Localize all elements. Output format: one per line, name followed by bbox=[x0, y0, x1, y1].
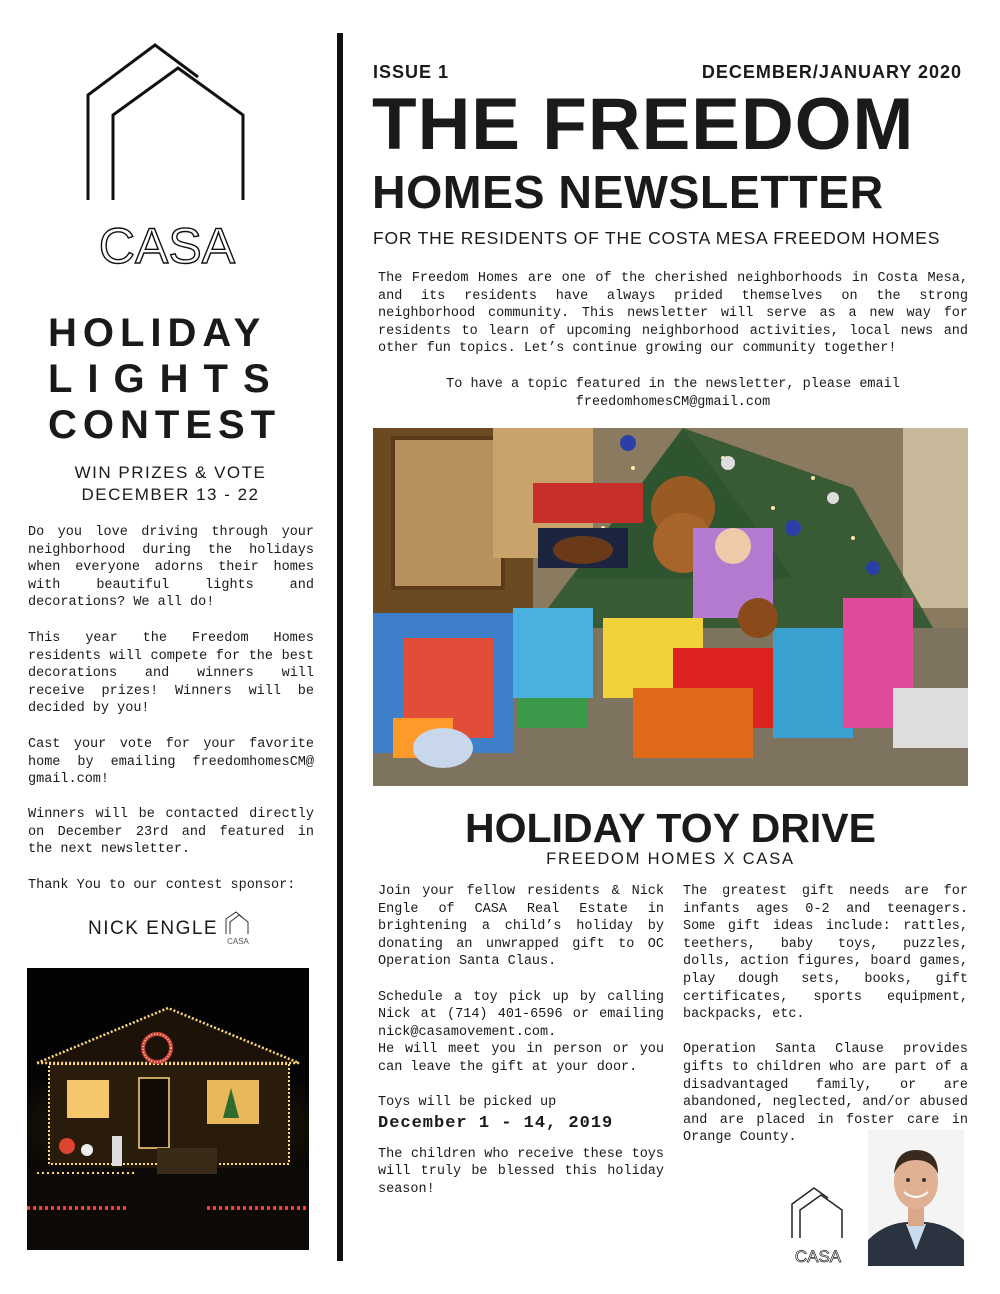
contest-title-line: HOLIDAY bbox=[48, 311, 267, 355]
contest-paragraph: Thank You to our contest sponsor: bbox=[28, 878, 296, 893]
toy-drive-subtitle: FREEDOM HOMES X CASA bbox=[546, 850, 795, 868]
newsletter-title-line2: HOMES NEWSLETTER bbox=[372, 166, 884, 218]
contest-subtitle-line: DECEMBER 13 - 22 bbox=[81, 485, 260, 504]
contest-title-line: LIGHTS bbox=[48, 357, 285, 401]
toy-drive-paragraph: Schedule a toy pick up by calling Nick at (714) 401-6596 or emailing nick@casamovement.com. bbox=[378, 989, 664, 1040]
casa-logo bbox=[80, 40, 255, 270]
contact-line: To have a topic featured in the newsletter, please email bbox=[446, 377, 900, 392]
contest-title bbox=[48, 310, 288, 448]
nick-engle-portrait bbox=[868, 1130, 964, 1266]
intro-paragraph: The Freedom Homes are one of the cherished neighborhoods in Costa Mesa, and its residents have always prided themselves on the strong neighborhood community. This newsletter will serve as a new way for residents to learn of upcoming neighborhood activities, local news and other fun topics. Let’s continue growing our community together! bbox=[378, 271, 968, 357]
lit-house-photo bbox=[27, 968, 309, 1250]
toy-drive-column-2 bbox=[683, 883, 968, 1147]
contest-subtitle bbox=[28, 462, 313, 506]
issue-number: ISSUE 1 bbox=[373, 62, 450, 82]
contact-note bbox=[378, 376, 968, 411]
column-divider bbox=[337, 33, 343, 1261]
contest-paragraph: Winners will be contacted directly on December 23rd and featured in the next newsletter. bbox=[28, 807, 314, 858]
sponsor-name: NICK ENGLE bbox=[88, 918, 219, 939]
toy-drive-title: HOLIDAY TOY DRIVE bbox=[465, 805, 876, 851]
contest-paragraph: Cast your vote for your favorite home by emailing freedomhomesCM@ gmail.com! bbox=[28, 737, 314, 788]
newsletter-title-line1: THE FREEDOM bbox=[372, 84, 915, 165]
toy-drive-paragraph: Join your fellow residents & Nick Engle of CASA Real Estate in brightening a child’s holiday by donating an unwrapped gift to OC Operation Santa Claus. bbox=[378, 884, 664, 970]
contest-paragraph: Do you love driving through your neighborhood during the holidays when everyone adorns their homes with beautiful lights and decorations? We all do! bbox=[28, 525, 314, 611]
pickup-label: Toys will be picked up bbox=[378, 1095, 557, 1111]
contest-subtitle-line: WIN PRIZES & VOTE bbox=[74, 463, 267, 482]
donated-toys-photo bbox=[373, 428, 968, 786]
toy-drive-paragraph: The children who receive these toys will truly be blessed this holiday season! bbox=[378, 1146, 664, 1197]
issue-date: DECEMBER/JANUARY 2020 bbox=[701, 62, 962, 82]
toy-drive-column-1 bbox=[378, 883, 664, 1199]
sponsor-casa-logo bbox=[224, 910, 252, 946]
newsletter-tagline: FOR THE RESIDENTS OF THE COSTA MESA FREEDOM HOMES bbox=[373, 228, 941, 248]
sponsor-block bbox=[88, 908, 268, 948]
casa-logo-text: CASA bbox=[98, 218, 236, 270]
svg-text:CASA: CASA bbox=[227, 937, 249, 946]
contest-paragraph: This year the Freedom Homes residents will compete for the best decorations and winners will receive prizes! Winners will be decided by you! bbox=[28, 631, 314, 717]
casa-footer-logo bbox=[790, 1186, 845, 1266]
contest-title-line: CONTEST bbox=[48, 403, 282, 447]
toy-drive-paragraph: The greatest gift needs are for infants ages 0-2 and teenagers. Some gift ideas include: rattles, teethers, baby toys, puzzles, dolls, action figures, board games, play dough sets, books, gift certificates, sports equipment, backpacks, etc. bbox=[683, 884, 968, 1023]
svg-text:CASA: CASA bbox=[794, 1247, 842, 1266]
toy-drive-paragraph: Operation Santa Clause provides gifts to children who are part of a disadvantaged family, or are abandoned, neglected, and/or abused and are placed in foster care in Orange County. bbox=[683, 1042, 968, 1146]
pickup-dates: December 1 - 14, 2019 bbox=[378, 1113, 614, 1133]
toy-drive-paragraph: He will meet you in person or you can leave the gift at your door. bbox=[378, 1042, 664, 1075]
contact-email[interactable]: freedomhomesCM@gmail.com bbox=[575, 394, 771, 410]
